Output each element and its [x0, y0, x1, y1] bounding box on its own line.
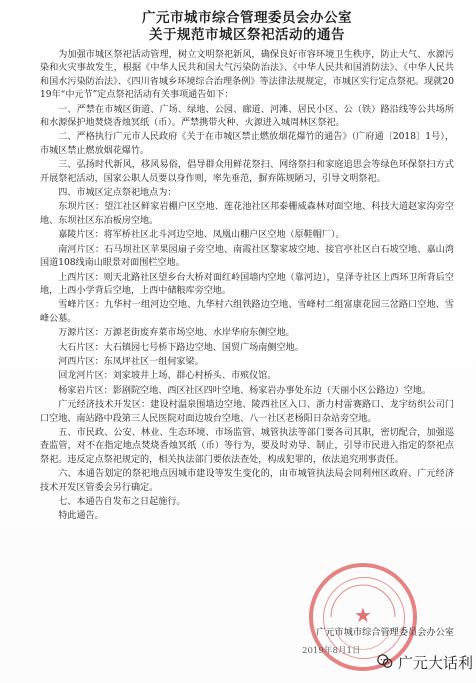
closing-space [40, 524, 454, 538]
location-development-zone: 广元经济技术开发区：建设村温泉围墙边空地、陵西社区入口、浙力村雷赛路口、龙宇纺织公司门口空地、南站路中段第三人民医院对面边坡台空地、八一社区老杨阳日杂站旁空地。 [40, 400, 454, 424]
notice-document [40, 10, 454, 538]
paragraph-rule-5: 五、市民政、公安、林业、生态环境、市场监管、城管执法等部门要各司其职，密切配合，加强巡查监管，对不在指定地点焚烧香烛冥纸（币）等行为，要及时劝导、制止，引导市民进入指定的祭祀点祭祀。违反定点祭祀规定的，相关执法部门要依法查处，构成犯罪的，依法追究刑事责任。 [40, 427, 454, 465]
document-title-line-2: 关于规范市城区祭祀活动的通告 [149, 27, 345, 43]
paragraph-rule-7: 七、本通告自发布之日起施行。 [58, 497, 186, 507]
paragraph-closing: 特此通告。 [58, 511, 104, 522]
paragraph-intro: 为加强市城区祭祀活动管理，树立文明祭祀新风，确保良好市容环境卫生秩序，防止大气、水源污染和火灾事故发生，根据《中华人民共和国大气污染防治法》、《中华人民共和国消防法》、《中华人民共和国水污染防治法》、《四川省城乡环境综合治理条例》等法律法规规定，市城区实行定点祭祀。现就2019年“中元节”定点祭祀活动有关事项通告如下： [40, 50, 454, 101]
location-nanhe: 南河片区：石马坝社区苹果园扇子旁空地、南霞社区黎家坡空地、接官亭社区白石坡空地、嘉山湾国道108线南山眼景对面围栏空地。 [40, 244, 454, 269]
location-dongba: 东坝片区：望江社区鲜家岩棚户区空地、莲花池社区邦泰栅威森林对面空地、科技大道赵家沟旁空地、东坝社区东冶板房空地。 [40, 202, 454, 226]
wechat-icon [376, 653, 394, 671]
location-wanyuan: 万源片区：万源老街废弃菜市场空地、水岸华府东侧空地。 [58, 328, 295, 339]
paragraph-rule-2: 二、严格执行广元市人民政府《关于在市城区禁止燃放烟花爆竹的通告》（广府通〔2018〕1号），市城区禁止燃放烟花爆竹。 [40, 132, 454, 156]
location-jialing: 嘉陵片区：将军桥社区北斗河边空地、凤凰山棚户区空地（原鞋帽厂）。 [58, 230, 345, 241]
watermark-label: 广元大话利 [398, 653, 474, 672]
location-hexi: 河西片区：东凤坪社区一组何家梁。 [58, 356, 204, 367]
paragraph-rule-1: 一、严禁在市城区街道、广场、绿地、公园、廊道、河滩、居民小区、公（铁）路沿线等公共场所和水源保护地焚烧香烛冥纸（币）。严禁携带火种、火源进入城周林区祭祀。 [40, 104, 454, 129]
location-yangjiayan: 杨家岩片区：影剧院空地、西区社区四叶空地、杨家岩办事处东边（天丽小区公路边）空地。 [58, 385, 432, 396]
document-body [40, 49, 454, 538]
wechat-watermark [376, 651, 473, 673]
issue-date: 2019年8月1日 [302, 646, 361, 656]
seal-star-icon: ★ [354, 603, 372, 627]
location-dashi: 大石片区：大石镇园七号桥下路边空地、国贸广场南侧空地。 [58, 342, 304, 353]
paragraph-rule-6: 六、本通告划定的祭祀地点因城市建设等发生变化的，由市城管执法局会同利州区政府、广元经济技术开发区管委会另行确定。 [40, 469, 454, 493]
paragraph-rule-3: 三、弘扬时代新风，移风易俗，倡导群众用鲜花祭扫、网络祭扫和家庭追思会等绿色环保祭扫方式开展祭祀活动，国家公职人员要以身作则，率先垂范，摒弃陈规陋习，引导文明祭祀。 [40, 160, 454, 184]
location-huilonghe: 回龙河片区：刘家坡井上场、群心村桥头、市殡仪馆。 [58, 371, 277, 382]
location-xuefeng: 雪峰片区：九华村一组河边空地、九华村六组铁路边空地、雪峰村二组富康花园三岔路口空地、雪峰公墓。 [40, 300, 454, 324]
paragraph-rule-4: 四、市城区定点祭祀地点为： [58, 188, 177, 199]
location-shangxi: 上西片区：则天北路社区望乡台大桥对面红岭国墙内空地（靠河边），皇泽寺社区上西环卫所背后空地，上西小学背后空地，上西中储粮库旁空地。 [40, 272, 454, 296]
document-title-line-1: 广元市城市综合管理委员会办公室 [142, 10, 352, 26]
issuer-signature: 广元市城市综合管理委员会办公室 [316, 627, 454, 638]
